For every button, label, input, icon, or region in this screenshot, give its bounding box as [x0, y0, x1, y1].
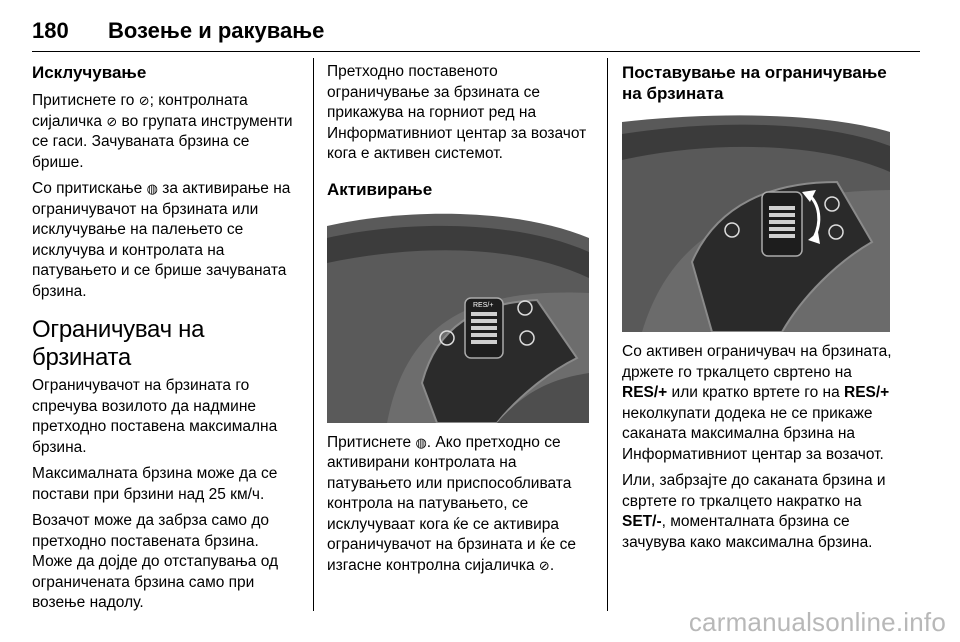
paragraph: [622, 342, 894, 465]
paragraph: Возачот може да забрза само до претходно поставената брзина. Може да дојде до отстапувања од ограничената брзина само при возење надолу.: [32, 512, 279, 611]
speed-limiter-icon: ◍: [415, 434, 427, 450]
text: , моменталната брзина се зачувува како максимална брзина.: [622, 513, 873, 551]
heading-switch-off: Исклучување: [32, 63, 147, 82]
column-divider: [607, 58, 608, 611]
text: Со активен ограничувач на брзината, држете го тркалцето свртено на: [622, 343, 892, 381]
control-label: RES/+: [622, 384, 668, 401]
paragraph: [622, 471, 894, 553]
page-header: [32, 18, 324, 44]
text: Или, забрзајте до саканата брзина и свртете го тркалцето накратко на: [622, 472, 886, 510]
text: за активирање на ограничувачот на брзината или исклучување на палењето се исклучува и контролата на патувањето и се брише зачуваната брзина.: [32, 180, 291, 300]
text: . Ако претходно се активирани контролата на патувањето или приспособливата контрола на патувањето, се исклучуваат кога ќе се активира ограничувачот на брзината и ќе се изгасне контролна сијаличка: [327, 433, 576, 574]
text: во групата инструменти се гаси. Зачуваната брзина се брише.: [32, 112, 293, 171]
cruise-off-icon: ⊘: [138, 93, 150, 108]
figure-label: RES/+: [473, 301, 494, 309]
text: Притиснете го: [32, 92, 139, 109]
text: .: [549, 556, 555, 574]
text: Со притискање: [32, 180, 147, 197]
text: неколкупати додека не се прикаже саканата максимална брзина на Информативниот центар за возачот.: [622, 404, 884, 463]
heading-speed-limiter: Ограничувач на брзината: [32, 316, 205, 371]
heading-activation: Активирање: [327, 179, 433, 199]
column-2: [327, 62, 587, 582]
paragraph: Максималната брзина може да се постави при брзини над 25 км/ч.: [32, 465, 278, 503]
paragraph: [32, 91, 302, 173]
column-divider: [313, 58, 314, 611]
steering-wheel-figure: [622, 112, 890, 332]
header-rule: [32, 51, 920, 52]
column-1: [32, 62, 302, 620]
cruise-off-icon: ⊘: [106, 113, 118, 129]
watermark: carmanualsonline.info: [688, 607, 946, 637]
text: Притиснете: [327, 433, 416, 451]
steering-wheel-figure: [327, 208, 589, 423]
paragraph: Ограничувачот на брзината го спречува возилото да надмине претходно поставена максимална брзина.: [32, 377, 278, 456]
paragraph: [327, 433, 587, 577]
control-label: RES/+: [844, 384, 890, 401]
paragraph: [32, 179, 302, 302]
cruise-off-icon: ⊘: [538, 557, 550, 573]
heading-set-limit: Поставување на ограничувањe на брзината: [622, 63, 887, 103]
speed-limiter-icon: ◍: [146, 181, 158, 196]
text: или кратко вртете го на: [667, 384, 844, 401]
page-number: 180: [32, 18, 69, 43]
text: ; контролната сијаличка: [32, 92, 248, 130]
chapter-title: Возење и ракување: [108, 18, 325, 43]
control-label: SET/-: [622, 513, 662, 530]
column-3: [622, 62, 894, 559]
paragraph: Претходно поставеното ограничување за брзината се прикажува на горниот ред на Информативниот центар за возачот кога е активен системот.: [327, 63, 587, 162]
